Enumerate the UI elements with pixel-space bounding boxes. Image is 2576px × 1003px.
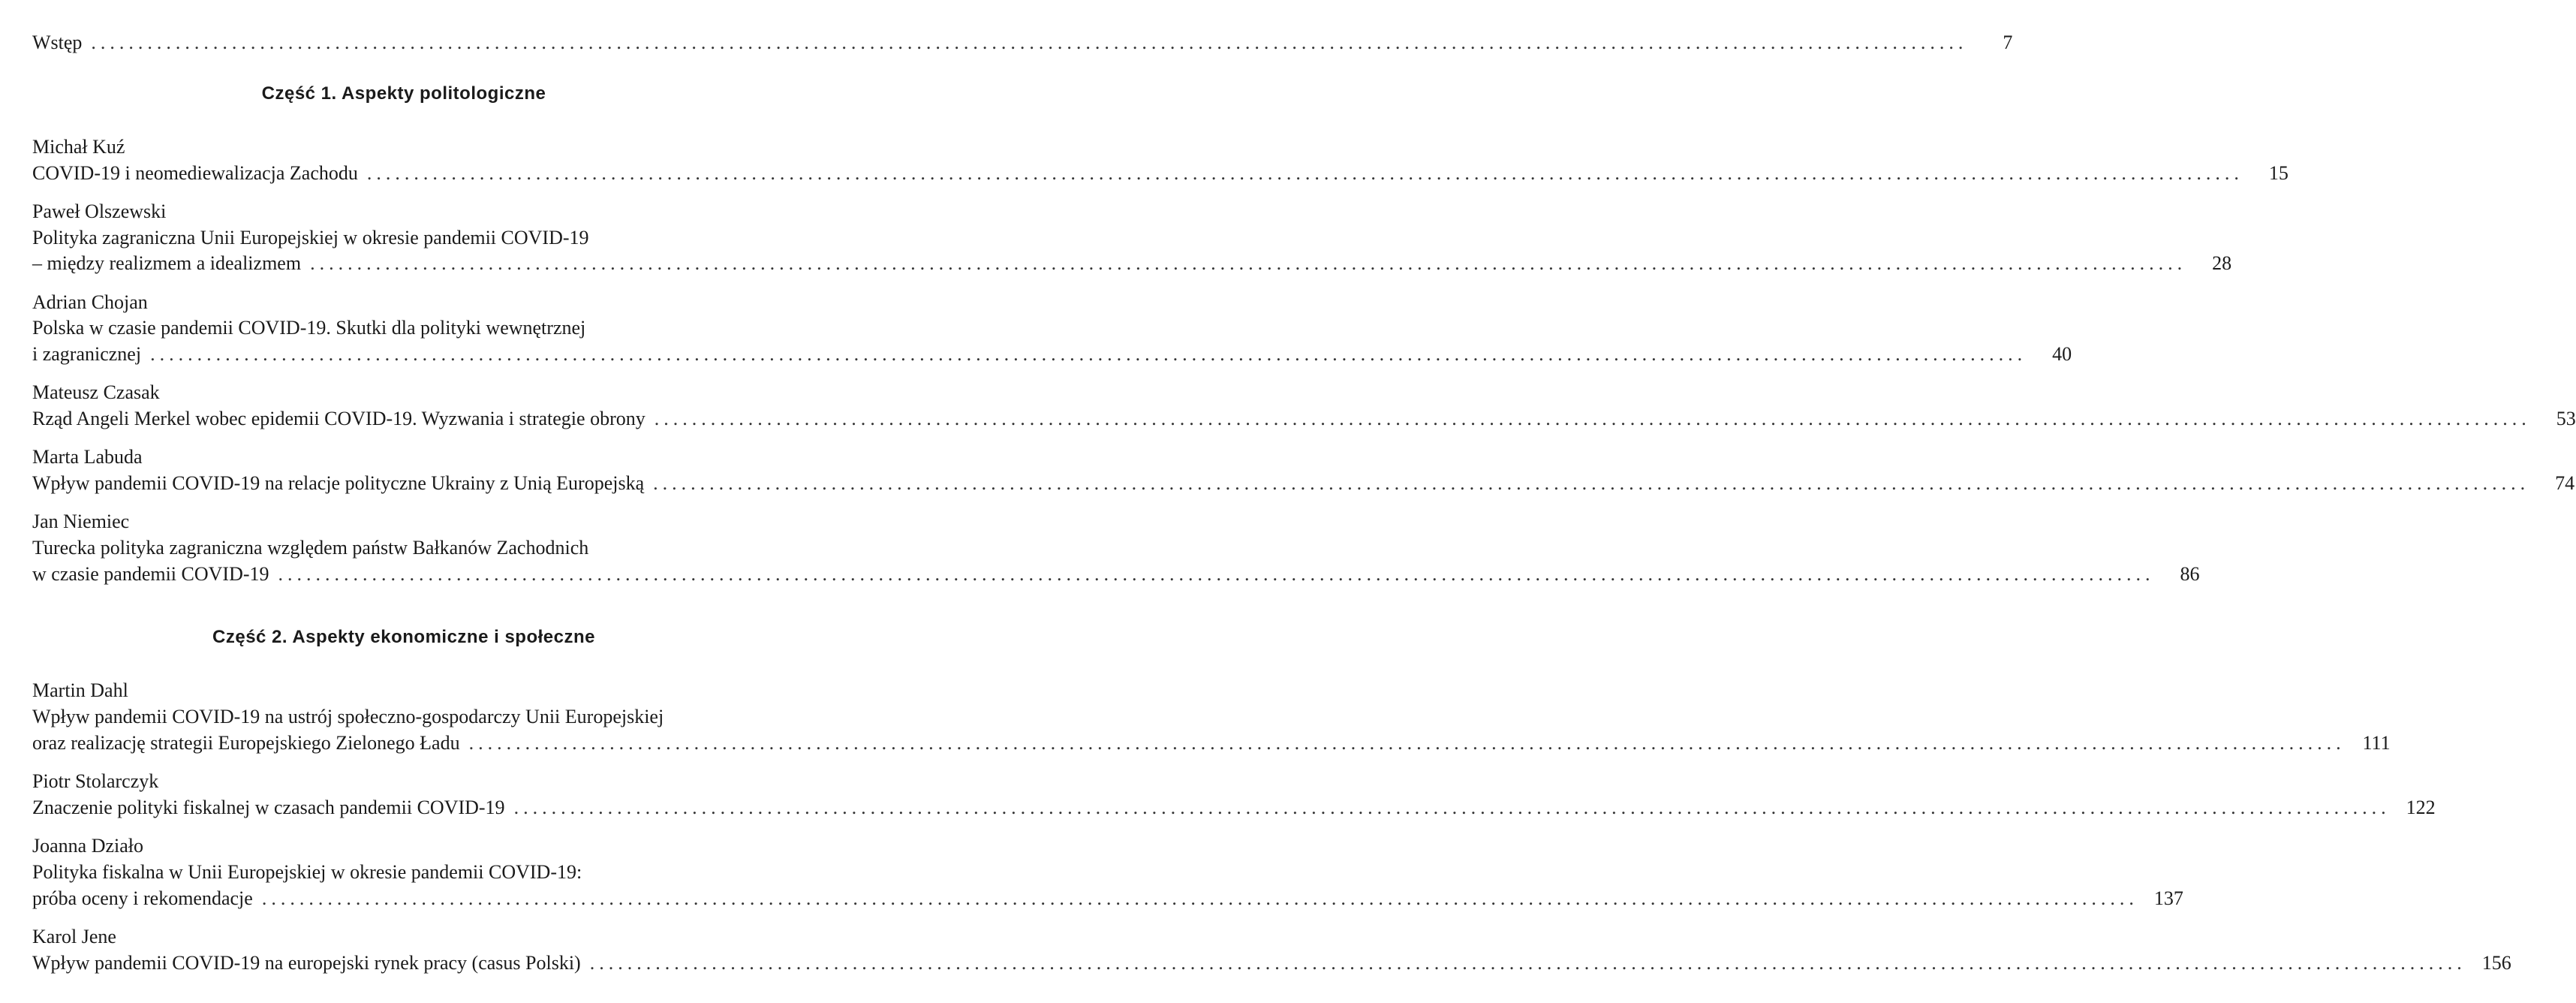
page-number: 156 [2481,952,2511,974]
entry-title: Wstęp [32,32,83,53]
entry-author: Martin Dahl [32,679,128,701]
page-number: 122 [2406,797,2436,818]
entry-author: Paweł Olszewski [32,200,167,222]
page-number: 40 [2052,343,2072,365]
entry-title: w czasie pandemii COVID-19 [32,563,269,585]
toc-entry-last-line [32,730,2391,756]
toc-entry-last-line [32,251,2232,276]
entry-author: Jan Niemiec [32,511,130,532]
entry-title: Polska w czasie pandemii COVID-19. Skutki dla polityki wewnętrznej [32,317,586,339]
entry-author: Michał Kuź [32,136,125,158]
entry-author: Joanna Działo [32,835,144,857]
entry-title: oraz realizację strategii Europejskiego Zielonego Ładu [32,732,460,754]
entry-author: Mateusz Czasak [32,381,160,403]
dot-leader: ........................................................................................................................................................................................................ [261,887,2138,909]
entry-author: Adrian Chojan [32,291,148,313]
page-number: 28 [2212,252,2232,274]
dot-leader: ........................................................................................................................................................................................................ [468,732,2346,754]
entry-title: Polityka fiskalna w Unii Europejskiej w okresie pandemii COVID-19: [32,861,582,883]
entry-author: Marta Labuda [32,446,143,468]
page-number: 137 [2153,887,2183,909]
entry-title: Turecka polityka zagraniczna względem państw Bałkanów Zachodnich [32,537,589,559]
page-number: 111 [2362,732,2391,754]
dot-leader: ........................................................................................................................................................................................................ [310,252,2187,274]
entry-title: – między realizmem a idealizmem [32,252,302,274]
page-number: 86 [2180,563,2200,585]
entry-title: próba oceny i rekomendacje [32,887,253,909]
part-heading: Część 2. Aspekty ekonomiczne i społeczne [212,627,595,647]
entry-title: Rząd Angeli Merkel wobec epidemii COVID-19. Wyzwania i strategie obrony [32,408,646,429]
toc-entry-last-line [32,795,2436,821]
dot-leader: ........................................................................................................................................................................................................ [589,952,2466,974]
dot-leader: ........................................................................................................................................................................................................ [150,343,2027,365]
entry-author: Piotr Stolarczyk [32,770,159,792]
entry-title: i zagranicznej [32,343,142,365]
entry-title: COVID-19 i neomediewalizacja Zachodu [32,162,358,184]
entry-title: Znaczenie polityki fiskalnej w czasach pandemii COVID-19 [32,797,505,818]
entry-title: Wpływ pandemii COVID-19 na relacje polityczne Ukrainy z Unią Europejską [32,472,645,494]
page-number: 15 [2268,162,2289,184]
toc-entry-last-line [32,161,2289,186]
dot-leader: ........................................................................................................................................................................................................ [278,563,2155,585]
part-heading: Część 1. Aspekty politologiczne [261,83,546,104]
toc-entry-last-line [32,562,2200,587]
page-number: 74 [2555,472,2575,494]
dot-leader: ........................................................................................................................................................................................................ [653,472,2530,494]
entry-title: Polityka zagraniczna Unii Europejskiej w okresie pandemii COVID-19 [32,227,589,248]
page-number: 53 [2556,408,2576,429]
page-number: 7 [2003,32,2013,53]
dot-leader: ........................................................................................................................................................................................................ [513,797,2391,818]
toc-entry-last-line [32,950,2511,976]
dot-leader: ........................................................................................................................................................................................................ [91,32,1968,53]
toc-entry-last-line [32,406,2576,432]
entry-author: Karol Jene [32,926,116,947]
entry-title: Wpływ pandemii COVID-19 na ustrój społeczno-gospodarczy Unii Europejskiej [32,706,664,727]
dot-leader: ........................................................................................................................................................................................................ [654,408,2531,429]
toc-entry-intro [32,30,2013,56]
dot-leader: ........................................................................................................................................................................................................ [366,162,2243,184]
toc-entry-last-line [32,886,2183,911]
toc-entry-last-line [32,471,2575,496]
toc-entry-last-line [32,342,2072,367]
entry-title: Wpływ pandemii COVID-19 na europejski rynek pracy (casus Polski) [32,952,581,974]
